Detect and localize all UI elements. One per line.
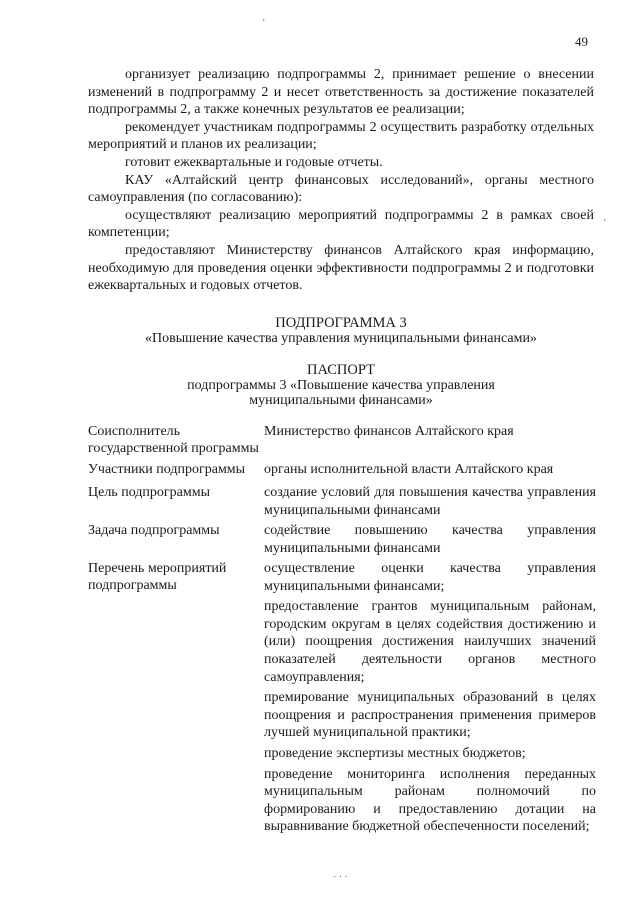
- page-number: 49: [575, 34, 588, 49]
- passport-row: [88, 461, 596, 484]
- paragraph: организует реализацию подпрограммы 2, принимает решение о внесении изменений в подпрограмму 2 и несет ответственность за достижение показателей подпрограммы 2, а также конечных результатов ее реализации;: [88, 67, 594, 118]
- row-label: Перечень мероприятий подпрограммы: [88, 561, 227, 594]
- passport-row: [88, 423, 596, 461]
- row-value: [264, 484, 596, 522]
- row-label: Соисполнитель государственной программы: [88, 424, 259, 457]
- subprogram-heading: ПОДПРОГРАММА 3: [275, 315, 407, 331]
- value-item: Министерство финансов Алтайского края: [264, 424, 514, 439]
- paragraph: предоставляют Министерству финансов Алтайского края информацию, необходимую для проведения оценки эффективности подпрограммы 2 и подготовки ежеквартальных и годовых отчетов.: [88, 242, 594, 294]
- paragraph: рекомендует участникам подпрограммы 2 осуществить разработку отдельных мероприятий и планов их реализации;: [88, 119, 594, 153]
- value-item: содействие повышению качества управления муниципальными финансами: [264, 523, 596, 556]
- passport-subtitle-line1: подпрограммы 3 «Повышение качества управления: [187, 378, 495, 393]
- paragraph: готовит ежеквартальные и годовые отчеты.: [125, 154, 383, 170]
- subprogram-name: «Повышение качества управления муниципальными финансами»: [145, 331, 537, 346]
- row-label: Цель подпрограммы: [88, 485, 210, 500]
- row-value: [264, 461, 596, 484]
- passport-title: [88, 363, 594, 408]
- passport-row: [88, 484, 596, 522]
- row-label: Участники подпрограммы: [88, 462, 246, 477]
- paragraph: КАУ «Алтайский центр финансовых исследований», органы местного самоуправления (по согласованию):: [88, 172, 594, 206]
- passport-heading: ПАСПОРТ: [307, 362, 375, 378]
- passport-row: [88, 522, 596, 560]
- row-label: Задача подпрограммы: [88, 523, 220, 538]
- value-item: проведение мониторинга исполнения переданных муниципальным районам полномочий по формированию и предоставлению дотации на выравнивание бюджетной обеспеченности поселений;: [264, 766, 596, 835]
- row-value: [264, 560, 596, 836]
- value-item: органы исполнительной власти Алтайского края: [264, 462, 554, 477]
- passport-row: [88, 560, 596, 836]
- paragraph: осуществляют реализацию мероприятий подпрограммы 2 в рамках своей компетенции;: [88, 207, 594, 241]
- passport-subtitle-line2: муниципальными финансами»: [249, 393, 433, 408]
- row-value: [264, 522, 596, 560]
- subprogram-title: [88, 316, 594, 346]
- value-item: предоставление грантов муниципальным районам, городским округам в целях содействия достижению и (или) поощрения достижения наилучших значений показателей деятельности органов местного самоуправления;: [264, 599, 596, 685]
- scan-mark-bottom: · · ·: [333, 872, 348, 883]
- value-item: премирование муниципальных образований в целях поощрения и распространения применения примеров лучшей муниципальной практики;: [264, 690, 596, 741]
- scan-mark-right: ‚: [603, 212, 607, 223]
- row-value: [264, 423, 596, 461]
- value-item: создание условий для повышения качества управления муниципальными финансами: [264, 485, 596, 518]
- scan-mark-top: ‚: [262, 12, 266, 23]
- value-item: осуществление оценки качества управления муниципальными финансами;: [264, 561, 596, 594]
- value-item: проведение экспертизы местных бюджетов;: [264, 745, 526, 761]
- body-text: [88, 66, 594, 295]
- passport-table: [88, 423, 596, 836]
